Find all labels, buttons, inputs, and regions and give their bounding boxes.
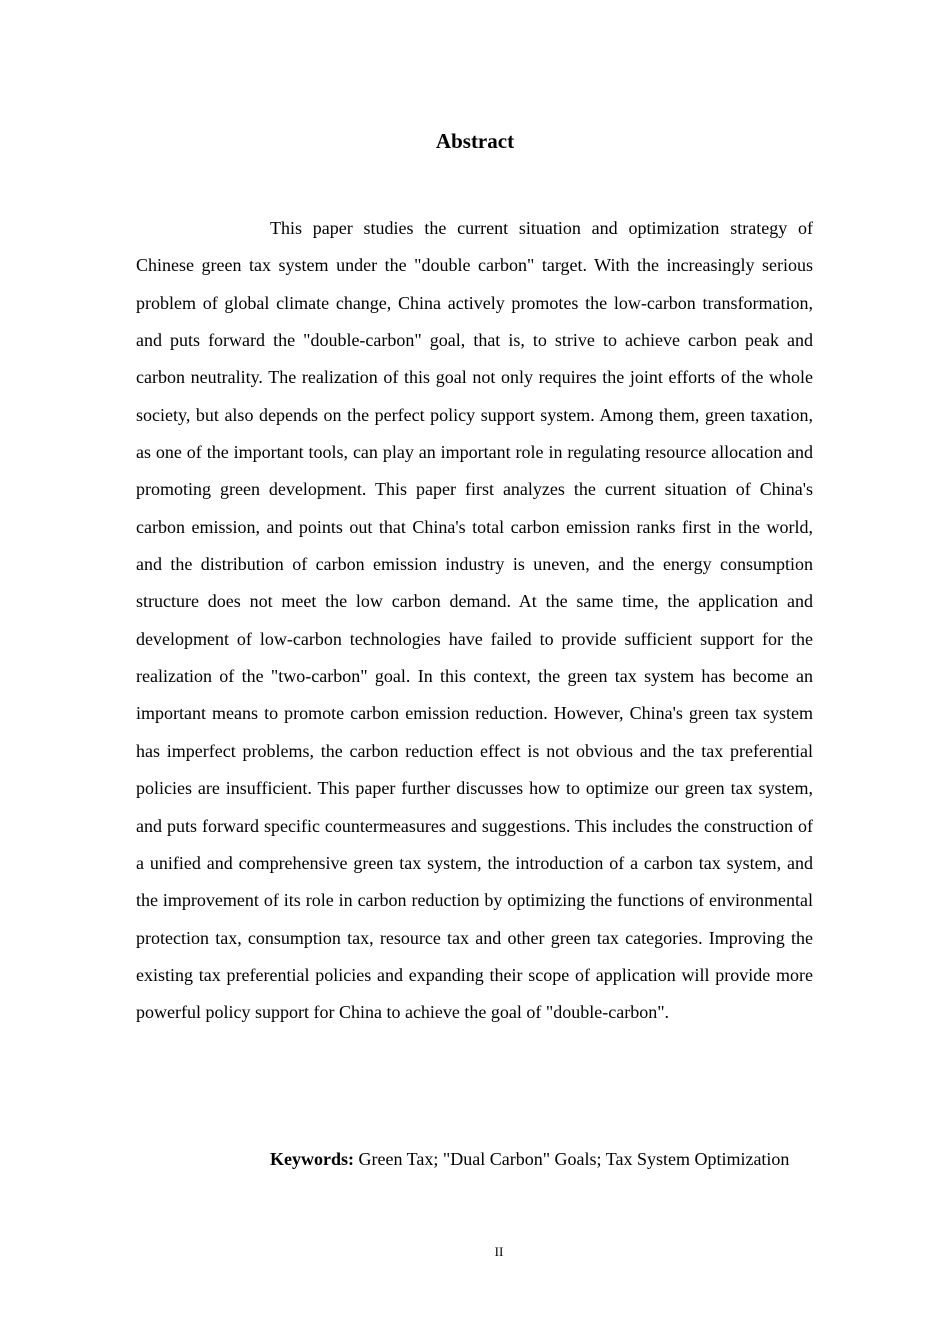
- page-number: II: [494, 1244, 504, 1259]
- keywords-text: Green Tax; "Dual Carbon" Goals; Tax System Optimization: [358, 1149, 790, 1169]
- keywords-label: Keywords:: [270, 1149, 354, 1169]
- abstract-title: Abstract: [435, 129, 515, 153]
- abstract-paragraph: This paper studies the current situation and optimization strategy of Chinese green tax system under the "double carbon" target. With the increasingly serious problem of global climate change, China actively promotes the low-carbon transformation, and puts forward the "double-carbon" goal, that is, to strive to achieve carbon peak and carbon neutrality. The realization of this goal not only requires the joint efforts of the whole society, but also depends on the perfect policy support system. Among them, green taxation, as one of the important tools, can play an important role in regulating resource allocation and promoting green development. This paper first analyzes the current situation of China's carbon emission, and points out that China's total carbon emission ranks first in the world, and the distribution of carbon emission industry is uneven, and the energy consumption structure does not meet the low carbon demand. At the same time, the application and development of low-carbon technologies have failed to provide sufficient support for the realization of the "two-carbon" goal. In this context, the green tax system has become an important means to promote carbon emission reduction. However, China's green tax system has imperfect problems, the carbon reduction effect is not obvious and the tax preferential policies are insufficient. This paper further discusses how to optimize our green tax system, and puts forward specific countermeasures and suggestions. This includes the construction of a unified and comprehensive green tax system, the introduction of a carbon tax system, and the improvement of its role in carbon reduction by optimizing the functions of environmental protection tax, consumption tax, resource tax and other green tax categories. Improving the existing tax preferential policies and expanding their scope of application will provide more powerful policy support for China to achieve the goal of "double-carbon".: [136, 218, 813, 1023]
- keywords-paragraph: [136, 1141, 813, 1178]
